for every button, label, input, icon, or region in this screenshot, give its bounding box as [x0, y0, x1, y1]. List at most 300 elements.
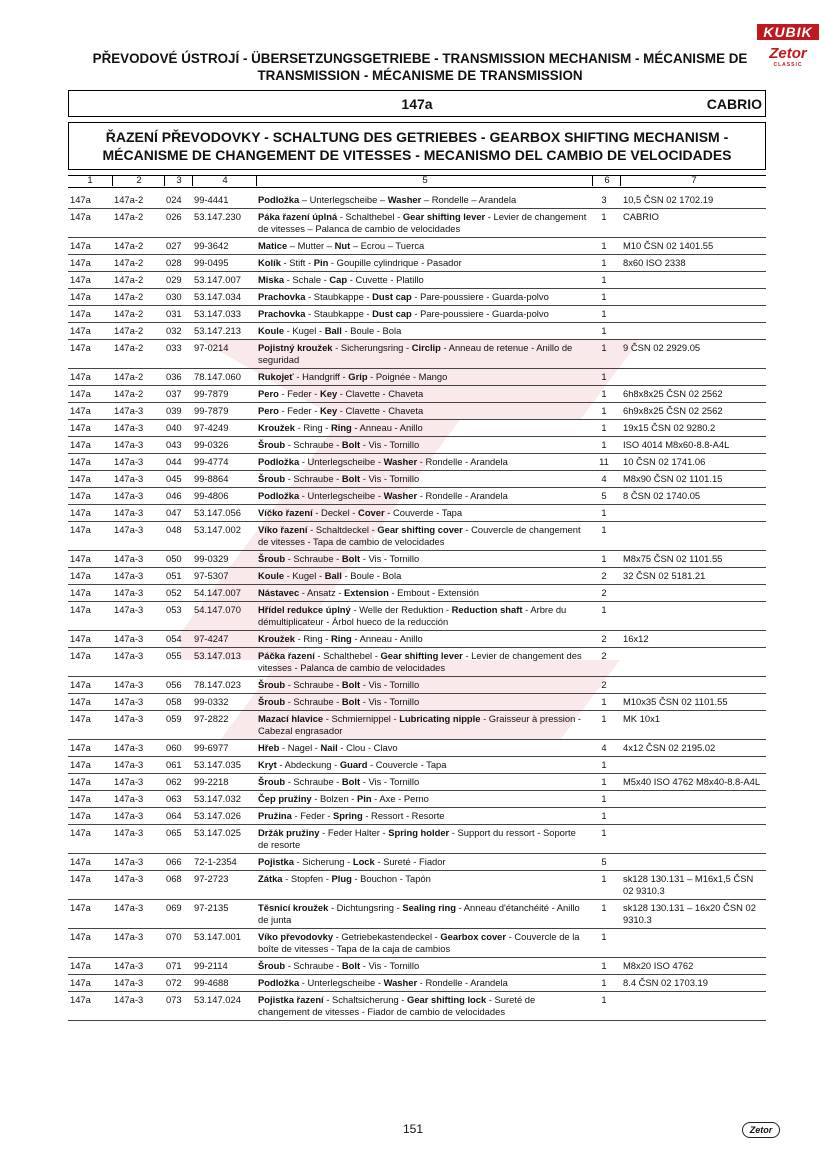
model-name: CABRIO [706, 96, 762, 112]
part-description [258, 713, 588, 737]
part-name-fr-es: - Bouchon - Tapón [351, 873, 431, 884]
position-number: 029 [166, 274, 182, 285]
col1-value: 147a [70, 194, 91, 205]
table-row [68, 488, 766, 505]
part-number: 99-4806 [194, 490, 229, 501]
zetor-footer-logo: Zetor [742, 1122, 780, 1138]
position-number: 045 [166, 473, 182, 484]
table-row [68, 420, 766, 437]
table-row [68, 854, 766, 871]
part-name-de: - Feder - [291, 810, 334, 821]
note: M8x75 ČSN 02 1101.55 [623, 553, 723, 564]
part-number: 53.147.013 [194, 650, 241, 661]
col2-value: 147a-3 [114, 650, 144, 661]
part-name-en: Pin [313, 257, 329, 268]
part-description [258, 422, 588, 434]
part-name-cz: Miska [258, 274, 285, 285]
part-name-de: - Getriebekastendeckel - [333, 931, 441, 942]
part-name-cz: Zátka [258, 873, 283, 884]
part-name-en: Bolt [341, 776, 361, 787]
part-name-en: Extension [344, 587, 389, 598]
part-name-de: - Kugel - [284, 570, 325, 581]
part-name-de: - Schaltdeckel - [307, 524, 378, 535]
table-row [68, 306, 766, 323]
part-number: 99-7879 [194, 405, 229, 416]
table-row [68, 454, 766, 471]
part-name-cz: Pojistný kroužek [258, 342, 333, 353]
part-name-en: Lubricating nipple [399, 713, 481, 724]
part-description [258, 553, 588, 565]
position-number: 066 [166, 856, 182, 867]
table-row [68, 522, 766, 551]
part-name-en: Ring [330, 633, 352, 644]
part-name-en: Nail [320, 742, 338, 753]
col1-value: 147a [70, 873, 91, 884]
part-description [258, 291, 588, 303]
part-name-fr-es: - Vis - Tornillo [360, 439, 420, 450]
part-number: 99-0329 [194, 553, 229, 564]
part-name-de: - Feder - [278, 405, 320, 416]
part-number: 53.147.025 [194, 827, 241, 838]
col1-value: 147a [70, 490, 91, 501]
col1-value: 147a [70, 742, 91, 753]
part-name-de: - Schaltsicherung - [323, 994, 408, 1005]
part-name-fr-es: - Pare-poussiere - Guarda-polvo [411, 291, 549, 302]
position-number: 069 [166, 902, 182, 913]
quantity: 1 [601, 240, 607, 251]
part-description [258, 507, 588, 519]
column-header: 6 [592, 175, 621, 186]
part-name-de: – Mutter – [287, 240, 335, 251]
part-name-cz: Kryt [258, 759, 277, 770]
part-name-cz: Pojistka řazení [258, 994, 324, 1005]
part-number: 97-5307 [194, 570, 229, 581]
part-number: 53.147.007 [194, 274, 241, 285]
part-name-fr-es: - Levier de changement de vitesses – Palanca de cambio de velocidades [258, 211, 587, 234]
group-header [68, 90, 766, 117]
table-row [68, 648, 766, 677]
part-name-en: Spring holder [388, 827, 450, 838]
part-description [258, 873, 588, 885]
part-description [258, 827, 588, 851]
table-row [68, 808, 766, 825]
part-number: 99-7879 [194, 388, 229, 399]
part-name-fr-es: - Rondelle - Arandela [417, 456, 508, 467]
quantity: 1 [601, 810, 607, 821]
part-name-cz: Páčka řazení [258, 650, 315, 661]
part-name-de: - Schraube - [285, 696, 342, 707]
part-name-en: Ring [330, 422, 352, 433]
position-number: 060 [166, 742, 182, 753]
quantity: 1 [601, 793, 607, 804]
part-description [258, 274, 588, 286]
part-name-cz: Šroub [258, 696, 286, 707]
part-name-fr-es: – Ecrou – Tuerca [350, 240, 425, 251]
note: MK 10x1 [623, 713, 660, 724]
col1-value: 147a [70, 759, 91, 770]
position-number: 047 [166, 507, 182, 518]
part-name-en: Ball [324, 325, 342, 336]
quantity: 1 [601, 291, 607, 302]
table-row [68, 871, 766, 900]
part-name-cz: Matice [258, 240, 288, 251]
part-name-de: - Ring - [295, 422, 331, 433]
part-number: 54.147.070 [194, 604, 241, 615]
part-name-fr-es: - Anneau de retenue - Anillo de seguridad [258, 342, 573, 365]
position-number: 037 [166, 388, 182, 399]
table-row [68, 272, 766, 289]
col1-value: 147a [70, 211, 91, 222]
quantity: 1 [601, 553, 607, 564]
quantity: 1 [601, 827, 607, 838]
position-number: 055 [166, 650, 182, 661]
part-name-en: Bolt [341, 439, 361, 450]
position-number: 036 [166, 371, 182, 382]
note: 10 ČSN 02 1741.06 [623, 456, 706, 467]
col2-value: 147a-3 [114, 679, 144, 690]
col2-value: 147a-3 [114, 456, 144, 467]
col2-value: 147a-2 [114, 211, 144, 222]
part-name-cz: Šroub [258, 473, 286, 484]
quantity: 2 [601, 587, 607, 598]
part-name-fr-es: - Rondelle - Arandela [417, 977, 508, 988]
part-name-fr-es: - Ressort - Resorte [362, 810, 445, 821]
note: 8x60 ISO 2338 [623, 257, 686, 268]
column-header: 1 [87, 175, 93, 186]
col2-value: 147a-2 [114, 274, 144, 285]
note: 32 ČSN 02 5181.21 [623, 570, 706, 581]
table-row [68, 958, 766, 975]
col2-value: 147a-2 [114, 325, 144, 336]
table-row [68, 929, 766, 958]
part-description [258, 759, 588, 771]
part-name-en: Sealing ring [402, 902, 456, 913]
part-description [258, 405, 588, 417]
part-number: 97-2723 [194, 873, 229, 884]
position-number: 073 [166, 994, 182, 1005]
part-name-en: Bolt [341, 679, 361, 690]
col2-value: 147a-3 [114, 742, 144, 753]
position-number: 044 [166, 456, 182, 467]
part-number: 99-4441 [194, 194, 229, 205]
part-name-de: - Schraube - [285, 553, 342, 564]
part-name-de: - Schalthebel - [314, 650, 381, 661]
col2-value: 147a-3 [114, 902, 144, 913]
note: 9 ČSN 02 2929.05 [623, 342, 701, 353]
part-name-fr-es: - Vis - Tornillo [360, 679, 420, 690]
part-description [258, 810, 588, 822]
part-number: 53.147.213 [194, 325, 241, 336]
part-name-de: - Schraube - [285, 473, 342, 484]
table-row [68, 437, 766, 454]
quantity: 4 [601, 473, 607, 484]
part-name-fr-es: - Couvercle de changement de vitesses - Tapa de cambio de velocidades [258, 524, 581, 547]
part-description [258, 776, 588, 788]
part-name-cz: Prachovka [258, 308, 306, 319]
table-row [68, 505, 766, 522]
part-name-de: - Nagel - [279, 742, 321, 753]
col2-value: 147a-3 [114, 633, 144, 644]
table-row [68, 369, 766, 386]
position-number: 056 [166, 679, 182, 690]
part-name-cz: Hřídel redukce úplný [258, 604, 351, 615]
position-number: 028 [166, 257, 182, 268]
part-number: 99-8864 [194, 473, 229, 484]
col1-value: 147a [70, 439, 91, 450]
part-description [258, 633, 588, 645]
quantity: 1 [601, 902, 607, 913]
part-name-en: Dust cap [372, 291, 412, 302]
part-name-de: - Kugel - [284, 325, 325, 336]
col1-value: 147a [70, 291, 91, 302]
part-number: 53.147.001 [194, 931, 241, 942]
table-row [68, 403, 766, 420]
part-number: 53.147.002 [194, 524, 241, 535]
part-number: 53.147.056 [194, 507, 241, 518]
part-description [258, 587, 588, 599]
table-row [68, 209, 766, 238]
part-name-de: - Deckel - [312, 507, 359, 518]
col2-value: 147a-3 [114, 604, 144, 615]
group-code: 147a [401, 96, 433, 112]
position-number: 071 [166, 960, 182, 971]
position-number: 051 [166, 570, 182, 581]
table-row [68, 192, 766, 209]
position-number: 046 [166, 490, 182, 501]
col2-value: 147a-3 [114, 776, 144, 787]
part-name-cz: Koule [258, 325, 285, 336]
quantity: 3 [601, 194, 607, 205]
part-name-en: Grip [348, 371, 368, 382]
part-name-fr-es: - Pare-poussiere - Guarda-polvo [411, 308, 549, 319]
quantity: 1 [601, 257, 607, 268]
part-number: 54.147.007 [194, 587, 241, 598]
part-name-en: Lock [352, 856, 375, 867]
col2-value: 147a-2 [114, 342, 144, 353]
part-name-en: Bolt [341, 960, 361, 971]
part-number: 53.147.024 [194, 994, 241, 1005]
col1-value: 147a [70, 524, 91, 535]
quantity: 11 [599, 456, 609, 467]
col1-value: 147a [70, 371, 91, 382]
position-number: 031 [166, 308, 182, 319]
position-number: 043 [166, 439, 182, 450]
table-row [68, 585, 766, 602]
position-number: 054 [166, 633, 182, 644]
col1-value: 147a [70, 679, 91, 690]
part-description [258, 194, 588, 206]
table-row [68, 255, 766, 272]
part-name-fr-es: - Vis - Tornillo [360, 776, 420, 787]
quantity: 1 [601, 422, 607, 433]
col2-value: 147a-3 [114, 507, 144, 518]
part-description [258, 371, 588, 383]
quantity: 1 [601, 524, 607, 535]
part-name-cz: Podložka [258, 977, 300, 988]
part-name-cz: Kroužek [258, 422, 295, 433]
part-name-en: Key [320, 388, 338, 399]
table-row [68, 289, 766, 306]
part-name-en: Gear shifting lever [402, 211, 486, 222]
table-row [68, 774, 766, 791]
col2-value: 147a-3 [114, 931, 144, 942]
col1-value: 147a [70, 587, 91, 598]
part-name-de: - Sicherung - [293, 856, 353, 867]
part-description [258, 388, 588, 400]
part-name-en: Washer [387, 194, 422, 205]
position-number: 070 [166, 931, 182, 942]
table-row [68, 992, 766, 1021]
part-name-fr-es: - Vis - Tornillo [360, 473, 420, 484]
col1-value: 147a [70, 977, 91, 988]
col2-value: 147a-3 [114, 793, 144, 804]
part-description [258, 960, 588, 972]
quantity: 5 [601, 856, 607, 867]
part-name-de: - Schraube - [285, 776, 342, 787]
quantity: 1 [601, 274, 607, 285]
col1-value: 147a [70, 776, 91, 787]
col1-value: 147a [70, 994, 91, 1005]
note: ISO 4014 M8x60-8.8-A4L [623, 439, 730, 450]
quantity: 4 [601, 742, 607, 753]
position-number: 065 [166, 827, 182, 838]
col1-value: 147a [70, 388, 91, 399]
col2-value: 147a-3 [114, 856, 144, 867]
part-name-de: - Handgriff - [293, 371, 349, 382]
section-title-line1: ŘAZENÍ PŘEVODOVKY - SCHALTUNG DES GETRIEBES - GEARBOX SHIFTING MECHANISM - [105, 129, 729, 145]
part-name-en: Bolt [341, 473, 361, 484]
col1-value: 147a [70, 473, 91, 484]
col1-value: 147a [70, 931, 91, 942]
part-name-en: Dust cap [372, 308, 412, 319]
part-number: 99-4774 [194, 456, 229, 467]
position-number: 026 [166, 211, 182, 222]
position-number: 052 [166, 587, 182, 598]
part-description [258, 793, 588, 805]
position-number: 032 [166, 325, 182, 336]
part-number: 97-2822 [194, 713, 229, 724]
part-description [258, 650, 588, 674]
part-name-de: - Ansatz - [299, 587, 344, 598]
position-number: 050 [166, 553, 182, 564]
col1-value: 147a [70, 902, 91, 913]
part-description [258, 342, 588, 366]
table-row [68, 740, 766, 757]
note: 8.4 ČSN 02 1703.19 [623, 977, 708, 988]
column-header-row [68, 175, 766, 188]
col2-value: 147a-3 [114, 553, 144, 564]
quantity: 1 [601, 931, 607, 942]
part-name-fr-es: - Graisseur à pression - Cabezal engrasador [258, 713, 582, 736]
column-header: 4 [192, 175, 257, 186]
part-name-en: Guard [339, 759, 368, 770]
part-name-cz: Šroub [258, 553, 286, 564]
quantity: 1 [601, 604, 607, 615]
table-row [68, 602, 766, 631]
col1-value: 147a [70, 604, 91, 615]
part-name-fr-es: - Boule - Bola [341, 570, 402, 581]
part-name-cz: Koule [258, 570, 285, 581]
part-number: 99-4688 [194, 977, 229, 988]
position-number: 068 [166, 873, 182, 884]
col2-value: 147a-2 [114, 257, 144, 268]
part-name-en: Spring [333, 810, 363, 821]
position-number: 059 [166, 713, 182, 724]
note: M10x35 ČSN 02 1101.55 [623, 696, 728, 707]
note: 10,5 ČSN 02 1702.19 [623, 194, 714, 205]
table-row [68, 677, 766, 694]
part-name-cz: Šroub [258, 960, 286, 971]
quantity: 1 [601, 371, 607, 382]
part-name-de: - Stopfen - [282, 873, 332, 884]
part-description [258, 211, 588, 235]
quantity: 1 [601, 759, 607, 770]
part-name-de: - Welle der Reduktion - [350, 604, 452, 615]
part-description [258, 856, 588, 868]
position-number: 040 [166, 422, 182, 433]
part-name-en: Circlip [411, 342, 441, 353]
col1-value: 147a [70, 422, 91, 433]
part-name-en: Ball [324, 570, 342, 581]
table-row [68, 900, 766, 929]
note: sk128 130.131 – 16x20 ČSN 02 9310.3 [623, 902, 756, 925]
part-number: 53.147.026 [194, 810, 241, 821]
quantity: 1 [601, 977, 607, 988]
quantity: 1 [601, 713, 607, 724]
part-name-fr-es: - Cuvette - Platillo [347, 274, 424, 285]
col2-value: 147a-3 [114, 570, 144, 581]
position-number: 048 [166, 524, 182, 535]
col2-value: 147a-3 [114, 405, 144, 416]
part-description [258, 679, 588, 691]
part-number: 53.147.034 [194, 291, 241, 302]
note: 6h8x8x25 ČSN 02 2562 [623, 388, 723, 399]
note: M8x20 ISO 4762 [623, 960, 694, 971]
note: sk128 130.131 – M16x1,5 ČSN 02 9310.3 [623, 873, 754, 896]
position-number: 053 [166, 604, 182, 615]
part-number: 78.147.060 [194, 371, 241, 382]
part-name-en: Bolt [341, 553, 361, 564]
part-name-fr-es: - Clou - Clavo [337, 742, 398, 753]
col1-value: 147a [70, 633, 91, 644]
part-name-fr-es: – Rondelle – Arandela [421, 194, 517, 205]
part-name-fr-es: - Levier de changement des vitesses - Palanca de cambio de velocidades [258, 650, 582, 673]
table-row [68, 568, 766, 585]
col2-value: 147a-3 [114, 827, 144, 838]
section-title [68, 122, 766, 170]
part-description [258, 931, 588, 955]
part-description [258, 257, 588, 269]
quantity: 1 [601, 994, 607, 1005]
part-name-en: Cover [358, 507, 385, 518]
position-number: 064 [166, 810, 182, 821]
table-row [68, 791, 766, 808]
position-number: 030 [166, 291, 182, 302]
part-name-cz: Nástavec [258, 587, 300, 598]
part-description [258, 439, 588, 451]
part-name-fr-es: - Clavette - Chaveta [337, 405, 424, 416]
part-name-en: Washer [383, 977, 418, 988]
part-name-fr-es: - Support du ressort - Soporte de resorte [258, 827, 576, 850]
part-name-de: - Sicherungsring - [332, 342, 412, 353]
col2-value: 147a-3 [114, 524, 144, 535]
quantity: 1 [601, 325, 607, 336]
part-number: 99-2218 [194, 776, 229, 787]
note: 19x15 ČSN 02 9280.2 [623, 422, 716, 433]
col2-value: 147a-2 [114, 371, 144, 382]
part-name-en: Washer [383, 456, 418, 467]
table-row [68, 471, 766, 488]
